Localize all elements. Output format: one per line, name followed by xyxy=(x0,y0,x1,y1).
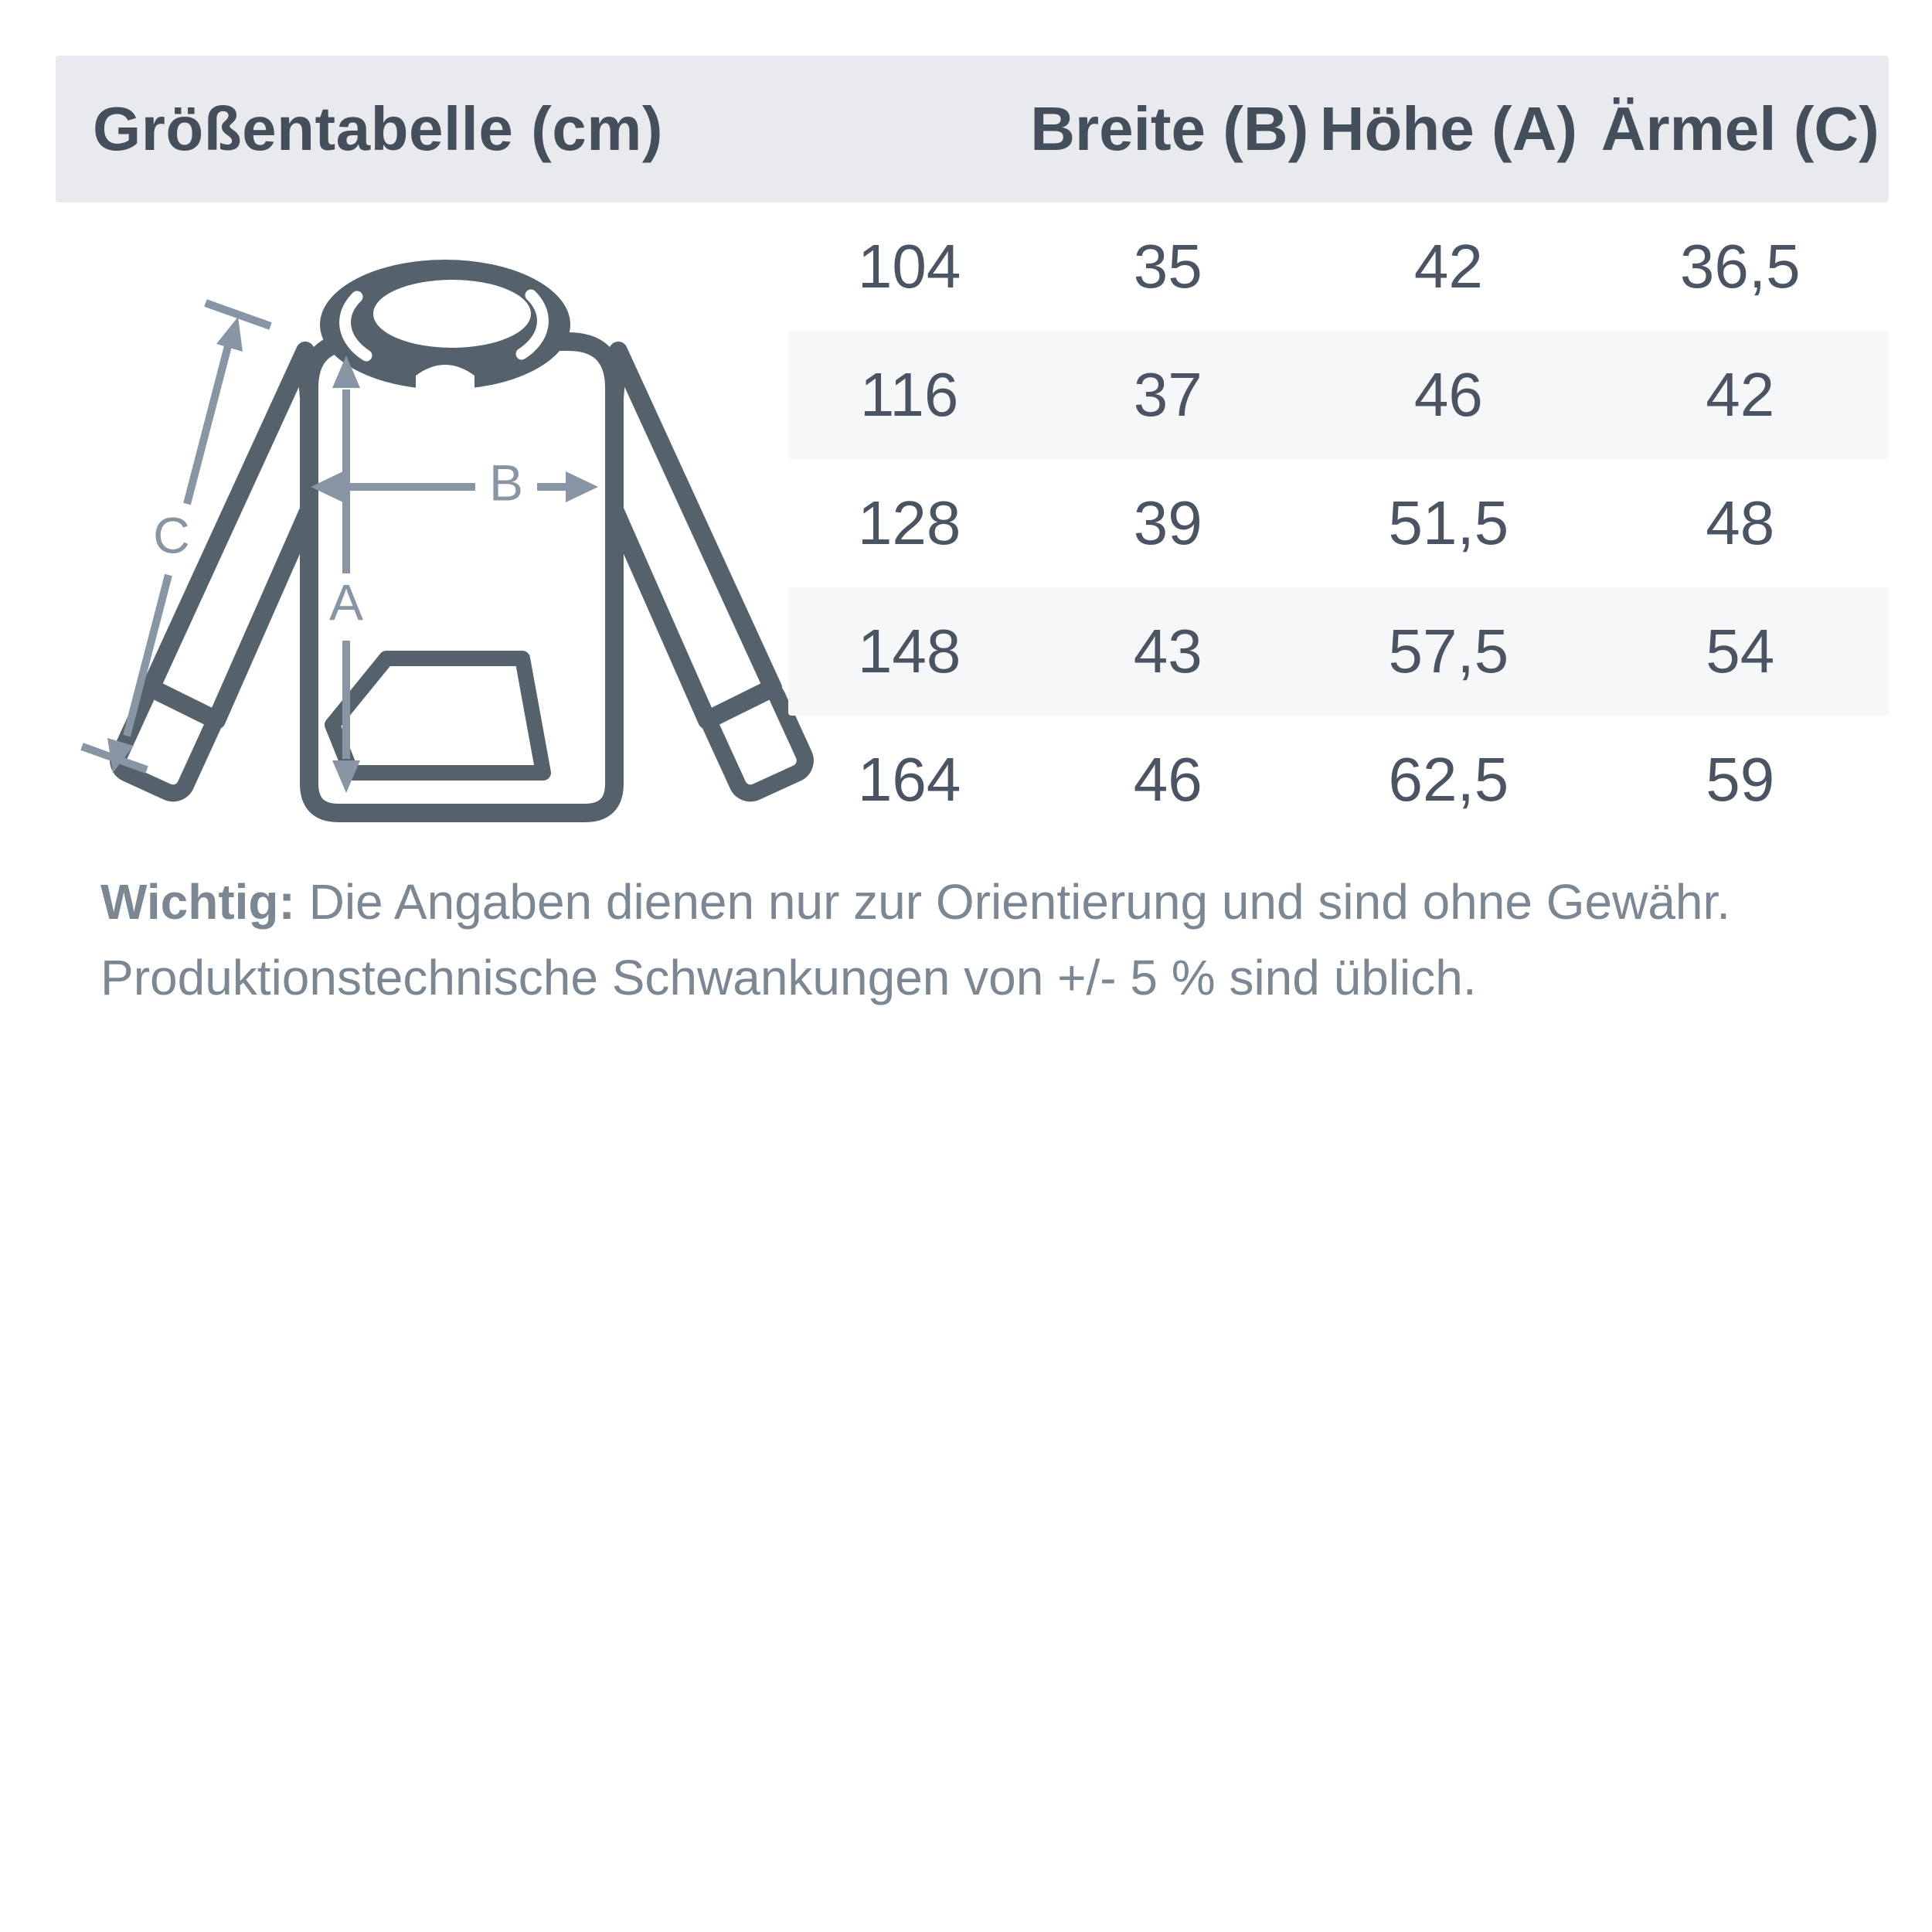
label-a: A xyxy=(328,573,364,631)
cell-size: 164 xyxy=(857,745,961,814)
label-b: B xyxy=(488,454,524,512)
column-header-aermel: Ärmel (C) xyxy=(1600,94,1879,163)
cell-aermel: 48 xyxy=(1706,488,1775,557)
cell-hoehe: 42 xyxy=(1413,232,1483,301)
cell-breite: 35 xyxy=(1133,232,1202,301)
table-row xyxy=(788,331,1889,459)
disclaimer-line1: Die Angaben dienen nur zur Orientierung und sind ohne Gewähr. xyxy=(308,874,1731,930)
left-sleeve xyxy=(114,351,317,798)
cell-breite: 39 xyxy=(1133,488,1202,557)
cell-aermel: 54 xyxy=(1706,617,1775,685)
size-chart-header xyxy=(56,56,1889,202)
cell-aermel: 42 xyxy=(1706,360,1775,429)
size-table-rows xyxy=(788,202,1889,844)
table-row xyxy=(788,202,1889,331)
column-headers xyxy=(788,56,1889,202)
label-c: C xyxy=(153,506,190,564)
cell-hoehe: 57,5 xyxy=(1388,617,1509,685)
cell-aermel: 59 xyxy=(1706,745,1775,814)
cell-size: 116 xyxy=(859,360,959,429)
cell-breite: 43 xyxy=(1133,617,1202,685)
cell-hoehe: 51,5 xyxy=(1388,488,1509,557)
cell-hoehe: 62,5 xyxy=(1388,745,1509,814)
disclaimer-line2: Produktionstechnische Schwankungen von +/- 5 % sind üblich. xyxy=(100,950,1477,1005)
cell-hoehe: 46 xyxy=(1413,360,1483,429)
hoodie-size-diagram xyxy=(54,226,788,906)
cell-aermel: 36,5 xyxy=(1679,232,1801,301)
hood-opening xyxy=(373,280,531,348)
table-row xyxy=(788,459,1889,587)
cell-size: 148 xyxy=(857,617,961,685)
cell-breite: 37 xyxy=(1133,360,1202,429)
right-sleeve xyxy=(607,351,810,798)
disclaimer-label: Wichtig: xyxy=(100,874,295,930)
disclaimer-text xyxy=(100,864,1878,1015)
cell-size: 104 xyxy=(857,232,961,301)
cell-size: 128 xyxy=(857,488,961,557)
table-row xyxy=(788,587,1889,716)
size-chart-title: Größentabelle (cm) xyxy=(93,94,664,163)
table-row xyxy=(788,716,1889,844)
hoodie-measurement-figure xyxy=(54,226,788,906)
column-header-breite: Breite (B) xyxy=(1030,94,1309,163)
column-header-hoehe: Höhe (A) xyxy=(1319,94,1578,163)
cell-breite: 46 xyxy=(1133,745,1202,814)
kangaroo-pocket xyxy=(332,658,543,773)
